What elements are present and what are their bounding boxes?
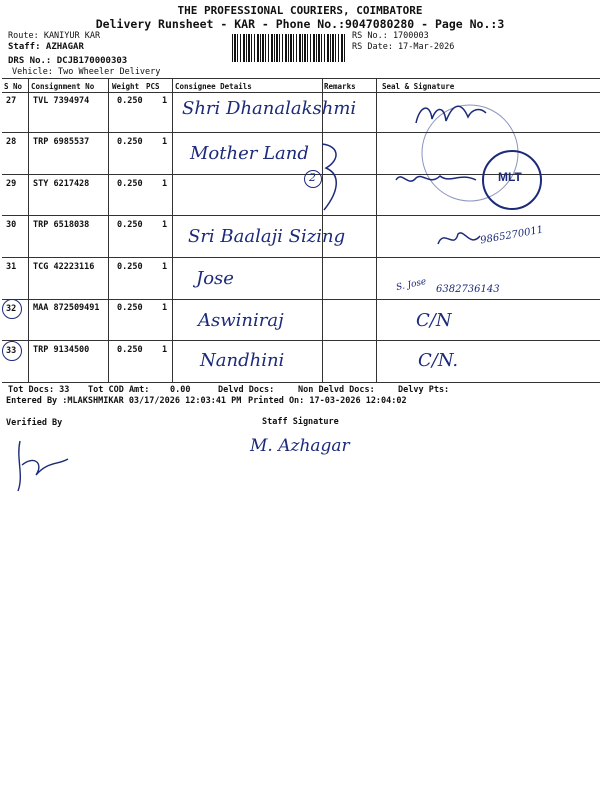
row-sno: 30 bbox=[6, 220, 17, 230]
circled-two-text: 2 bbox=[309, 171, 316, 184]
col-header-remarks: Remarks bbox=[324, 82, 356, 91]
tot-cod-label: Tot COD Amt: bbox=[88, 385, 150, 395]
row-consignment: TRP 6985537 bbox=[33, 137, 90, 147]
row-weight: 0.250 bbox=[117, 220, 143, 230]
row-consignee: Shri Dhanalakshmi bbox=[182, 98, 357, 119]
staff-signature-label: Staff Signature bbox=[262, 417, 339, 427]
rs-date-label: RS Date: 17-Mar-2026 bbox=[352, 42, 455, 52]
rs-no-label: RS No.: 1700003 bbox=[352, 31, 429, 41]
row-pcs: 1 bbox=[162, 262, 168, 272]
col-header-sno: S No bbox=[4, 82, 23, 91]
row-pcs: 1 bbox=[162, 96, 168, 106]
circled-two-mark bbox=[304, 170, 322, 188]
column-divider bbox=[376, 78, 377, 382]
drs-label: DRS No.: DCJB170000303 bbox=[8, 56, 128, 66]
signature-30 bbox=[434, 224, 484, 254]
signature-29 bbox=[390, 166, 480, 196]
row-pcs: 1 bbox=[162, 345, 168, 355]
row-divider bbox=[2, 299, 600, 300]
row-divider bbox=[2, 257, 600, 258]
row-consignee: Sri Baalaji Sizing bbox=[188, 226, 346, 247]
table-top-border bbox=[2, 78, 600, 79]
row-consignment: TVL 7394974 bbox=[33, 96, 90, 106]
col-header-weight: Weight bbox=[112, 82, 140, 91]
row-weight: 0.250 bbox=[117, 179, 143, 189]
column-divider bbox=[108, 78, 109, 382]
mlt-stamp bbox=[482, 150, 542, 210]
phone-30: 9865270011 bbox=[479, 224, 545, 247]
row-pcs: 1 bbox=[162, 179, 168, 189]
row-consignment: STY 6217428 bbox=[33, 179, 90, 189]
verified-by-label: Verified By bbox=[6, 418, 63, 428]
row-sno: 29 bbox=[6, 179, 17, 189]
delvy-pts: Delvy Pts: bbox=[398, 385, 450, 395]
row-sno: 33 bbox=[6, 346, 17, 356]
row-weight: 0.250 bbox=[117, 96, 143, 106]
col-header-pcs: PCS bbox=[146, 82, 160, 91]
row-weight: 0.250 bbox=[117, 303, 143, 313]
row-weight: 0.250 bbox=[117, 262, 143, 272]
cn-33: C/N. bbox=[418, 350, 459, 371]
circled-sno-mark bbox=[2, 341, 22, 361]
row-weight: 0.250 bbox=[117, 137, 143, 147]
staff-signature: M. Azhagar bbox=[250, 436, 350, 456]
row-consignment: TCG 42223116 bbox=[33, 262, 95, 272]
printed-on: Printed On: 17-03-2026 12:04:02 bbox=[248, 396, 407, 406]
tot-docs: Tot Docs: 33 bbox=[8, 385, 70, 395]
company-title: THE PROFESSIONAL COURIERS, COIMBATORE bbox=[177, 4, 423, 17]
row-pcs: 1 bbox=[162, 220, 168, 230]
delvd-docs: Delvd Docs: bbox=[218, 385, 275, 395]
runsheet-subtitle: Delivery Runsheet - KAR - Phone No.:9047080280 - Page No.:3 bbox=[95, 17, 505, 31]
tot-cod-value: 0.00 bbox=[170, 385, 191, 395]
route-label: Route: KANIYUR KAR bbox=[8, 31, 101, 41]
barcode bbox=[232, 34, 346, 62]
phone-31: 6382736143 bbox=[436, 284, 500, 295]
stamp-text: MLT bbox=[498, 170, 522, 184]
verifier-signature bbox=[8, 435, 78, 495]
row-divider bbox=[2, 340, 600, 341]
table-bottom-border bbox=[2, 382, 600, 383]
vehicle-label: Vehicle: Two Wheeler Delivery bbox=[12, 67, 161, 77]
row-consignee: Jose bbox=[196, 268, 234, 289]
staff-label: Staff: AZHAGAR bbox=[8, 42, 84, 52]
column-divider bbox=[172, 78, 173, 382]
row-sno: 27 bbox=[6, 96, 17, 106]
row-consignment: MAA 872509491 bbox=[33, 303, 100, 313]
table-header-border bbox=[2, 92, 600, 93]
row-consignee: Mother Land bbox=[190, 143, 309, 164]
row-consignment: TRP 9134500 bbox=[33, 345, 90, 355]
non-delvd-docs: Non Delvd Docs: bbox=[298, 385, 375, 395]
col-header-seal: Seal & Signature bbox=[382, 82, 455, 91]
row-consignee: Nandhini bbox=[200, 350, 285, 371]
entered-by: Entered By :MLAKSHMIKAR 03/17/2026 12:03:41 PM bbox=[6, 396, 242, 406]
row-pcs: 1 bbox=[162, 303, 168, 313]
row-sno: 32 bbox=[6, 304, 17, 314]
circled-sno-mark bbox=[2, 299, 22, 319]
col-header-consignee: Consignee Details bbox=[175, 82, 252, 91]
row-consignment: TRP 6518038 bbox=[33, 220, 90, 230]
row-sno: 31 bbox=[6, 262, 17, 272]
row-sno: 28 bbox=[6, 137, 17, 147]
col-header-consignment: Consignment No bbox=[31, 82, 95, 91]
column-divider bbox=[28, 78, 29, 382]
row-weight: 0.250 bbox=[117, 345, 143, 355]
row-pcs: 1 bbox=[162, 137, 168, 147]
jose-signature: S. Jose bbox=[395, 276, 428, 294]
cn-32: C/N bbox=[416, 310, 452, 331]
row-consignee: Aswiniraj bbox=[198, 310, 284, 331]
